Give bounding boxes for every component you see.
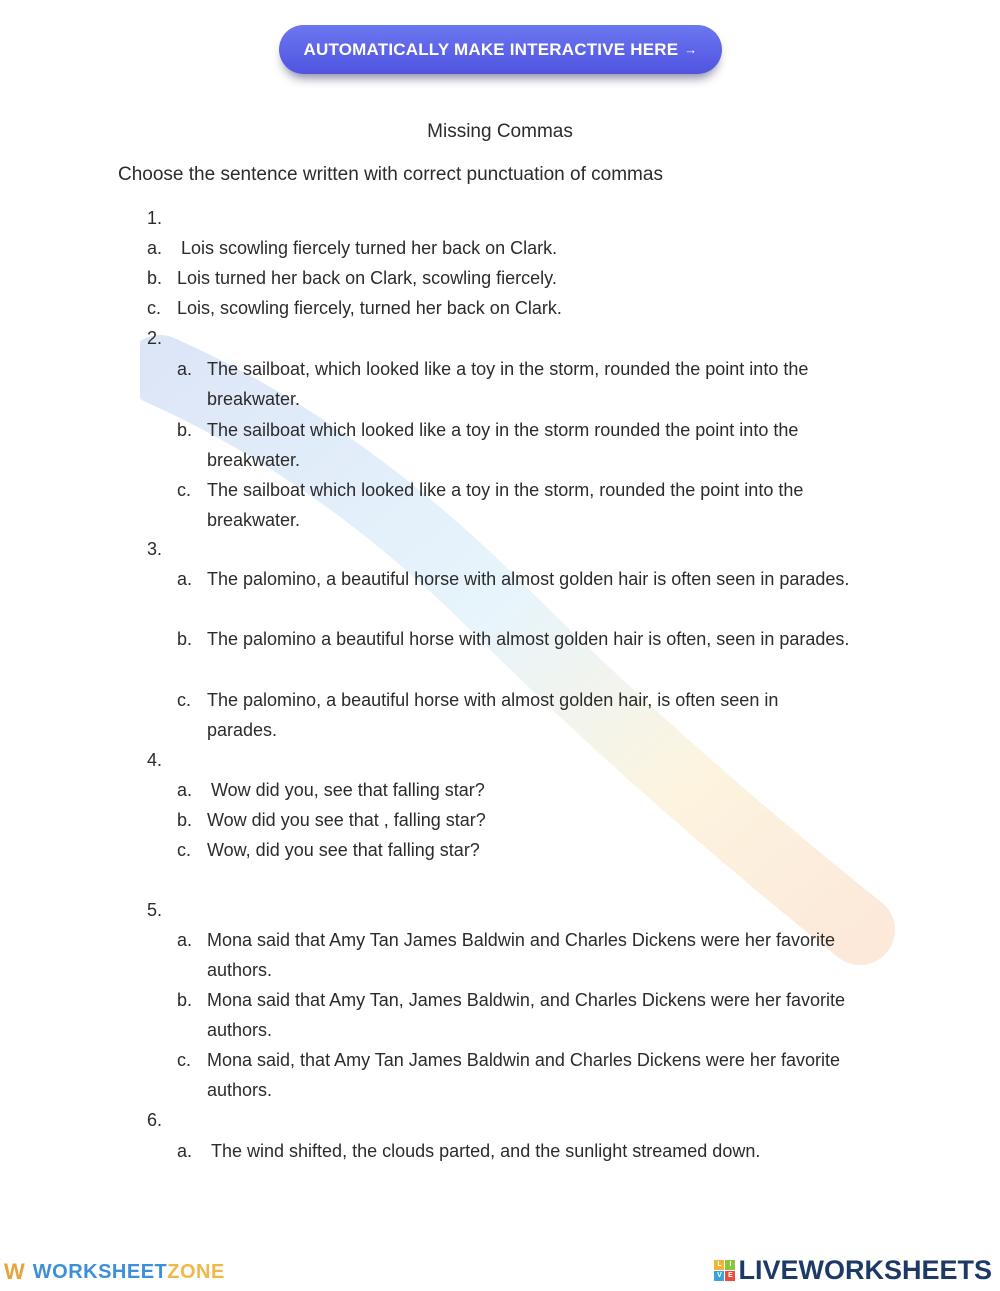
answer-option[interactable] — [147, 263, 847, 293]
question-number: 6. — [147, 1110, 163, 1130]
option-text: The palomino a beautiful horse with almost golden hair is often, seen in parades. — [207, 629, 850, 649]
option-letter: c. — [177, 690, 192, 710]
option-text: Lois, scowling fiercely, turned her back on Clark. — [177, 298, 562, 318]
option-letter: b. — [147, 268, 163, 288]
logo-block: V — [714, 1271, 724, 1281]
logo-block: E — [725, 1271, 735, 1281]
liveworksheets-logo[interactable] — [714, 1255, 992, 1286]
instructions: Choose the sentence written with correct punctuation of commas — [118, 164, 663, 185]
option-text: The palomino, a beautiful horse with almost golden hair is often seen in parades. — [207, 569, 850, 589]
option-letter: c. — [177, 1050, 192, 1070]
option-text: The sailboat which looked like a toy in the storm rounded the point into the breakwater. — [207, 420, 799, 470]
option-letter: b. — [177, 990, 193, 1010]
option-text: Wow, did you see that falling star? — [207, 840, 480, 860]
option-text: Mona said that Amy Tan, James Baldwin, and Charles Dickens were her favorite authors. — [207, 990, 845, 1040]
logo-block: I — [725, 1260, 735, 1270]
answer-option[interactable] — [177, 415, 877, 475]
question-number: 1. — [147, 208, 163, 228]
option-text: The sailboat, which looked like a toy in the storm, rounded the point into the breakwater. — [207, 359, 809, 409]
answer-option[interactable] — [147, 293, 847, 323]
logo-block: L — [714, 1260, 724, 1270]
option-text: Lois scowling fiercely turned her back on Clark. — [181, 238, 558, 258]
question-number: 3. — [147, 539, 163, 559]
option-text: Mona said, that Amy Tan James Baldwin and Charles Dickens were her favorite authors. — [207, 1050, 840, 1100]
make-interactive-label: AUTOMATICALLY MAKE INTERACTIVE HERE — [303, 39, 679, 59]
option-letter: b. — [177, 420, 193, 440]
option-letter: a. — [177, 359, 193, 379]
option-text: Wow did you see that , falling star? — [207, 810, 486, 830]
arrow-right-icon: → — [684, 42, 698, 57]
option-letter: b. — [177, 629, 193, 649]
option-text: Wow did you, see that falling star? — [211, 780, 485, 800]
worksheetzone-logo[interactable] — [4, 1259, 225, 1285]
answer-option[interactable] — [177, 1136, 877, 1166]
option-letter: a. — [177, 1141, 193, 1161]
option-text: Lois turned her back on Clark, scowling fiercely. — [177, 268, 557, 288]
liveworksheets-blocks-icon — [714, 1260, 735, 1281]
answer-option[interactable] — [177, 835, 857, 865]
page-title: Missing Commas — [427, 121, 573, 142]
answer-option[interactable] — [147, 233, 847, 263]
option-letter: a. — [177, 569, 193, 589]
option-letter: a. — [177, 930, 193, 950]
worksheetzone-word-main: WORKSHEET — [32, 1260, 168, 1283]
answer-option[interactable] — [177, 985, 882, 1045]
answer-option[interactable] — [177, 805, 857, 835]
option-text: Mona said that Amy Tan James Baldwin and Charles Dickens were her favorite authors. — [207, 930, 835, 980]
option-text: The palomino, a beautiful horse with almost golden hair, is often seen in parades. — [207, 690, 779, 740]
option-letter: c. — [177, 840, 192, 860]
liveworksheets-wordmark: LIVEWORKSHEETS — [738, 1255, 992, 1285]
answer-option[interactable] — [177, 1045, 877, 1105]
answer-option[interactable] — [177, 685, 817, 745]
answer-option[interactable] — [177, 475, 877, 535]
question-number: 4. — [147, 750, 163, 770]
worksheetzone-word-accent: ZONE — [167, 1260, 225, 1283]
answer-option[interactable] — [177, 925, 877, 985]
answer-option[interactable] — [177, 624, 882, 654]
make-interactive-button[interactable] — [279, 25, 722, 74]
answer-option[interactable] — [177, 564, 882, 594]
answer-option[interactable] — [177, 775, 857, 805]
worksheetzone-mark-icon: W — [4, 1259, 23, 1284]
option-letter: b. — [177, 810, 193, 830]
option-letter: c. — [177, 480, 192, 500]
answer-option[interactable] — [177, 354, 857, 414]
question-number: 2. — [147, 328, 163, 348]
option-letter: c. — [147, 298, 162, 318]
option-letter: a. — [147, 238, 163, 258]
question-number: 5. — [147, 900, 163, 920]
worksheetzone-wordmark — [33, 1261, 225, 1284]
option-text: The wind shifted, the clouds parted, and the sunlight streamed down. — [211, 1141, 761, 1161]
option-letter: a. — [177, 780, 193, 800]
option-text: The sailboat which looked like a toy in the storm, rounded the point into the breakwater. — [207, 480, 804, 530]
